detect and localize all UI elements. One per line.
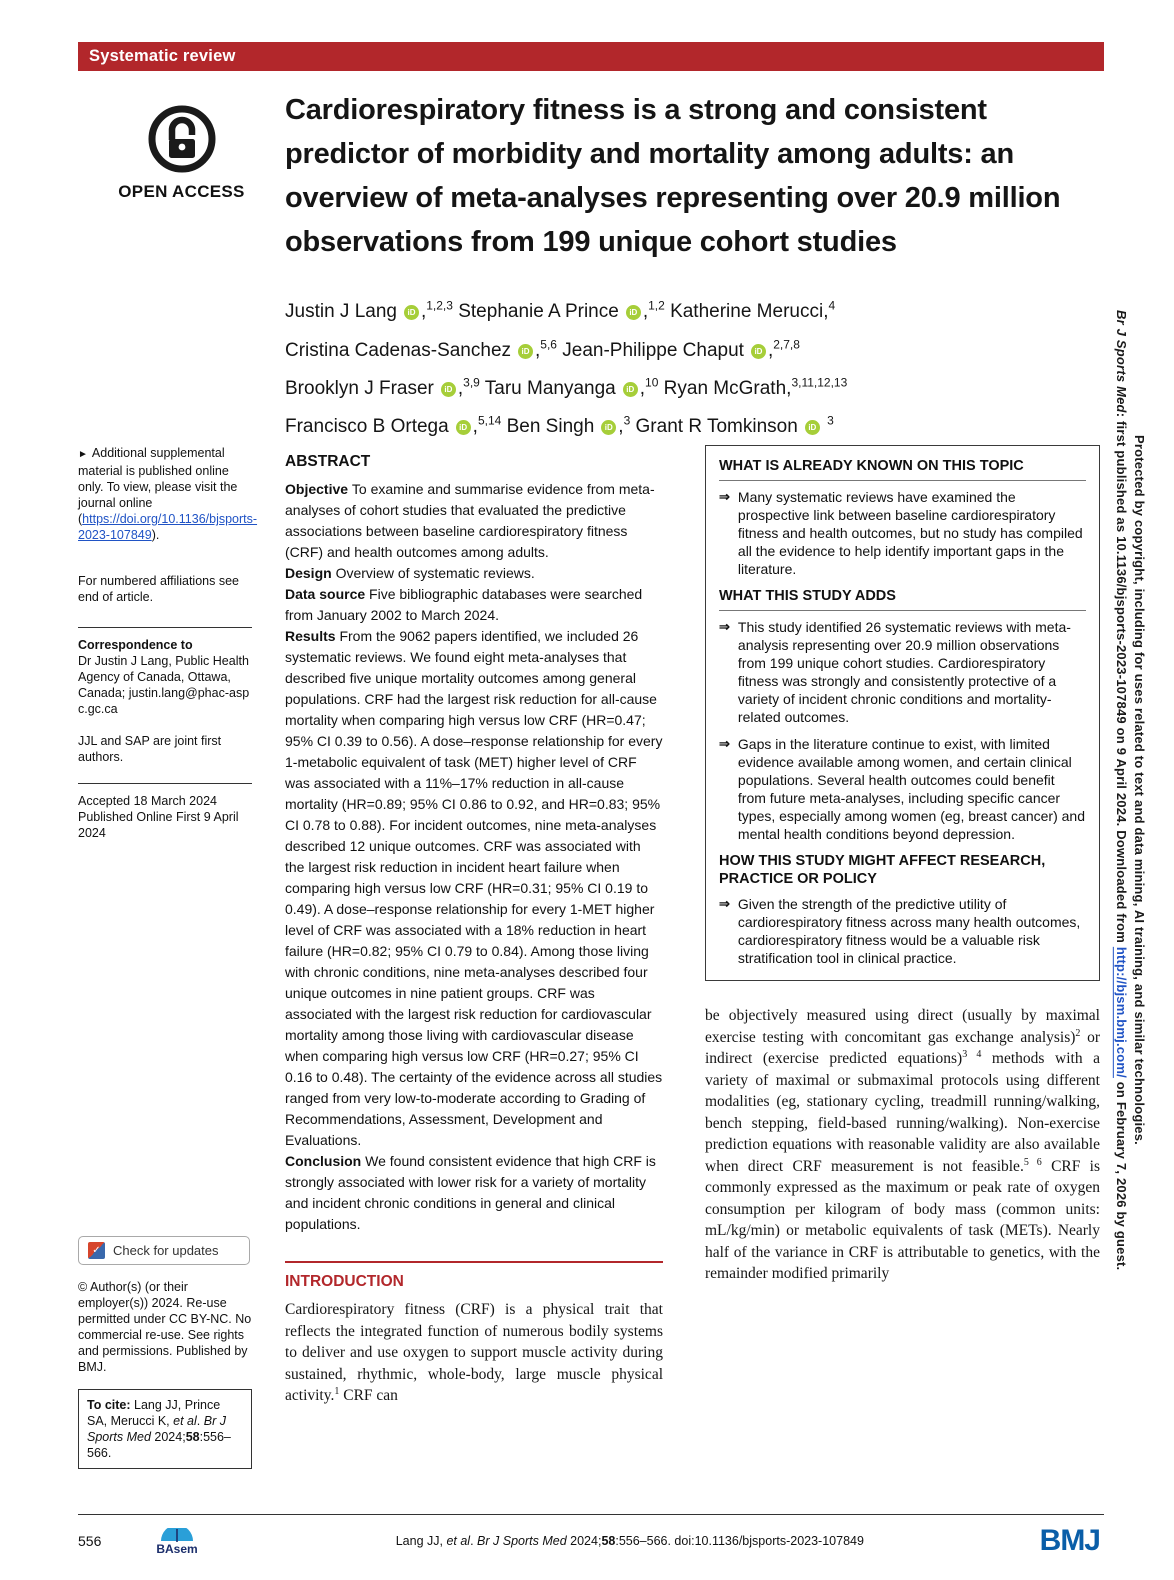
sidebar-divider [78, 627, 252, 628]
abstract-results: Results From the 9062 papers identified, we included 26 systematic reviews. We found eight meta-analyses that described five unique mortality outcomes among general populations. CRF had the largest risk reduction for all-cause mortality when comparing high versus low CRF (HR=0.47; 95% CI 0.39 to 0.56). A dose–response relationship for every 1-metabolic equivalent of task (MET) higher level of CRF was associated with a 11%–17% reduction in all-cause mortality (HR=0.89; 95% CI 0.86 to 0.92, and HR=0.83; 95% CI 0.78 to 0.88). For incident outcomes, nine meta-analyses described 12 unique outcomes. CRF was associated with the largest risk reduction in incident heart failure when comparing high versus low CRF (HR=0.31; 95% CI 0.19 to 0.49). A dose–response relationship for every 1-MET higher level of CRF was associated with a 18% reduction in heart failure (HR=0.82; 95% CI 0.79 to 0.84). Among those living with chronic conditions, nine meta-analyses described four unique outcomes in nine patient groups. CRF was associated with the largest risk reduction for cardiovascular mortality among those living with cardiovascular disease when comparing high versus low CRF (HR=0.27; 95% CI 0.16 to 0.48). The certainty of the evidence across all studies ranged from very low-to-moderate according to Grading of Recommendations, Assessment, Development and Evaluations. [285, 628, 663, 1148]
open-access-label: OPEN ACCESS [118, 182, 245, 201]
affiliations-note: For numbered affiliations see end of article. [78, 574, 239, 604]
open-access-block [78, 88, 285, 443]
article-type-label: Systematic review [89, 47, 236, 65]
orcid-icon[interactable]: iD [518, 344, 533, 359]
basem-label: BAsem [156, 1541, 198, 1556]
accepted-date: Accepted 18 March 2024 [78, 794, 217, 808]
author: Stephanie A Prince iD ,$^{1,2}$ [458, 299, 665, 323]
key-box-bullet: ⇒ Gaps in the literature continue to exist, with limited evidence available among women, and certain clinical populations. Several health outcomes could benefit from future meta-analyses, including specific cancer types, especially among women (eg, breast cancer) and mental health conditions beyond depression. [719, 736, 1085, 842]
supplemental-note: ► Additional supplemental material is published online only. To view, please visit the journal online (https://doi.org/10.1136/bjsports-2023-107849). [78, 446, 258, 542]
key-box-heading: WHAT IS ALREADY KNOWN ON THIS TOPIC [719, 457, 1086, 481]
check-for-updates-button[interactable] [78, 1236, 250, 1265]
page-number: 556 [78, 1533, 102, 1549]
correspondence-label: Correspondence to [78, 638, 193, 652]
abstract-heading: ABSTRACT [285, 453, 371, 470]
author-list [285, 290, 1104, 443]
copyright-notice: © Author(s) (or their employer(s)) 2024. Re-use permitted under CC BY-NC. No commercial re-use. See rights and permissions. Published by BMJ. [78, 1280, 252, 1374]
citation-box [78, 1389, 252, 1469]
abstract-conclusion: Conclusion We found consistent evidence that high CRF is strongly associated with lower risk for a variety of mortality and incident chronic conditions in general and clinical populations. [285, 1153, 656, 1232]
content-columns [78, 445, 1104, 1469]
joint-authors-note: JJL and SAP are joint first authors. [78, 734, 222, 764]
orcid-icon[interactable]: iD [805, 420, 820, 435]
key-box-section [719, 587, 1086, 843]
section-rule [285, 1261, 663, 1263]
published-date: Published Online First 9 April 2024 [78, 810, 239, 840]
double-arrow-icon: ⇒ [719, 736, 730, 751]
orcid-icon[interactable]: iD [456, 420, 471, 435]
introduction-paragraph: Cardiorespiratory fitness (CRF) is a physical trait that reflects the integrated function of numerous bodily systems to deliver and use oxygen to support muscle activity during sustained, rhythmic, whole-body, large muscle physical activity.$^1$ CRF can [285, 1301, 663, 1404]
correspondence-body: Dr Justin J Lang, Public Health Agency of Canada, Ottawa, Canada; [78, 654, 249, 700]
double-arrow-icon: ⇒ [719, 489, 730, 504]
double-arrow-icon: ⇒ [719, 619, 730, 634]
key-box-bullet: ⇒ Given the strength of the predictive utility of cardiorespiratory fitness across many health outcomes, cardiorespiratory fitness would be a valuable risk stratification tool in clinical practice. [719, 896, 1081, 966]
bmj-logo: BMJ [1039, 1524, 1100, 1557]
article-header [78, 88, 1104, 443]
abstract-design: Design Overview of systematic reviews. [285, 565, 535, 581]
author: Cristina Cadenas-Sanchez iD ,$^{5,6}$ [285, 337, 557, 361]
orcid-icon[interactable]: iD [404, 305, 419, 320]
author: Francisco B Ortega iD ,$^{5,14}$ [285, 413, 502, 438]
vertical-copyright-text [1114, 70, 1147, 1510]
triangle-icon: ► [78, 449, 88, 460]
crossmark-icon: ✓ [88, 1242, 105, 1259]
orcid-icon[interactable]: iD [441, 382, 456, 397]
abstract-data-source: Data source Five bibliographic databases were searched from January 2002 to March 2024. [285, 586, 643, 623]
correspondence [78, 637, 252, 717]
check-for-updates-label: Check for updates [113, 1242, 219, 1258]
body-paragraph: be objectively measured using direct (usually by maximal exercise testing with concomitant gas exchange analysis)$^2$ or indirect (exercise predicted equations)$^{3 4}$ methods with a variety of maximal or submaximal protocols using different modalities (eg, stationary cycling, treadmill running/walking, bench stepping, field-based running/walking). Non-exercise prediction equations with reasonable validity are also available when direct CRF measurement is not feasible.$^{5 6}$ CRF is commonly expressed as the maximum or peak rate of oxygen consumption per kilogram of body mass (common units: mL/kg/min) or metabolic equivalents of task (METs). Nearly half of the variance in CRF is attributable to genetics, with the remainder modified primarily [705, 1007, 1101, 1282]
double-arrow-icon: ⇒ [719, 896, 730, 911]
middle-column [285, 445, 663, 1407]
email-link[interactable]: justin.lang@phac-aspc.gc.ca [78, 686, 250, 716]
key-box-section [719, 852, 1086, 967]
abstract-objective: Objective To examine and summarise evidence from meta-analyses of cohort studies that evaluated the predictive associations between baseline cardiorespiratory fitness (CRF) and health outcomes among adults. [285, 481, 655, 560]
introduction-heading: INTRODUCTION [285, 1273, 404, 1290]
key-points-box [705, 445, 1100, 981]
basem-umbrella-icon [160, 1528, 194, 1542]
author: Katherine Merucci,$^4$ [670, 299, 836, 323]
key-box-heading: HOW THIS STUDY MIGHT AFFECT RESEARCH, PRACTICE OR POLICY [719, 853, 1046, 887]
key-box-bullet: ⇒ Many systematic reviews have examined the prospective link between baseline cardiorespiratory fitness and health outcomes, but no study has compiled all the evidence to help identify important gaps in the literature. [719, 489, 1083, 577]
author: Ryan McGrath,$^{3,11,12,13}$ [663, 375, 848, 399]
orcid-icon[interactable]: iD [601, 420, 616, 435]
open-access-icon [145, 102, 219, 176]
right-column [705, 445, 1100, 1285]
author: Ben Singh iD ,$^3$ [506, 413, 631, 438]
link[interactable]: https://doi.org/10.1136/bjsports-2023-107849 [78, 512, 258, 542]
sidebar-divider [78, 783, 252, 784]
link[interactable]: http://bjsm.bmj.com/ [1114, 946, 1129, 1078]
vertical-text-line-2: Protected by copyright, including for uses related to text and data mining, AI training, and similar technologies. [1132, 435, 1147, 1145]
orcid-icon[interactable]: iD [751, 344, 766, 359]
vertical-text-line-1: Br J Sports Med: first published as 10.1136/bjsports-2023-107849 on 9 April 2024. Downloaded from http://bjsm.bmj.com/ on February 7, 2026 by guest. [1114, 309, 1129, 1271]
article-type-banner [78, 42, 1104, 71]
abstract [285, 479, 663, 1235]
history-dates [78, 793, 252, 841]
title-block [285, 88, 1104, 443]
key-box-heading: WHAT THIS STUDY ADDS [719, 587, 1086, 611]
citation-text: To cite: Lang JJ, Prince SA, Merucci K, et al. Br J Sports Med 2024;58:556–566. [87, 1398, 231, 1460]
key-box-bullet: ⇒ This study identified 26 systematic reviews with meta-analysis representing over 20.9 million observations from 199 unique cohort studies. Cardiorespiratory fitness was strongly and consistently protective of a variety of incident chronic conditions and mortality-related outcomes. [719, 619, 1071, 725]
basem-logo [134, 1528, 220, 1555]
author: Grant R Tomkinson iD $^3$ [635, 413, 834, 438]
author: Taru Manyanga iD ,$^{10}$ [484, 375, 659, 399]
orcid-icon[interactable]: iD [623, 382, 638, 397]
footer [78, 1514, 1104, 1558]
author: Brooklyn J Fraser iD ,$^{3,9}$ [285, 375, 480, 399]
key-box-section [719, 457, 1086, 578]
orcid-icon[interactable]: iD [626, 305, 641, 320]
article-title: Cardiorespiratory fitness is a strong and consistent predictor of morbidity and mortality among adults: an overview of meta-analyses representing over 20.9 million observations from 199 unique cohort studies [285, 94, 1061, 258]
footer-citation: Lang JJ, et al. Br J Sports Med 2024;58:556–566. doi:10.1136/bjsports-2023-107849 [395, 1534, 864, 1548]
author: Jean-Philippe Chaput iD ,$^{2,7,8}$ [562, 337, 800, 361]
author: Justin J Lang iD ,$^{1,2,3}$ [285, 299, 453, 323]
left-sidebar [78, 445, 258, 1469]
